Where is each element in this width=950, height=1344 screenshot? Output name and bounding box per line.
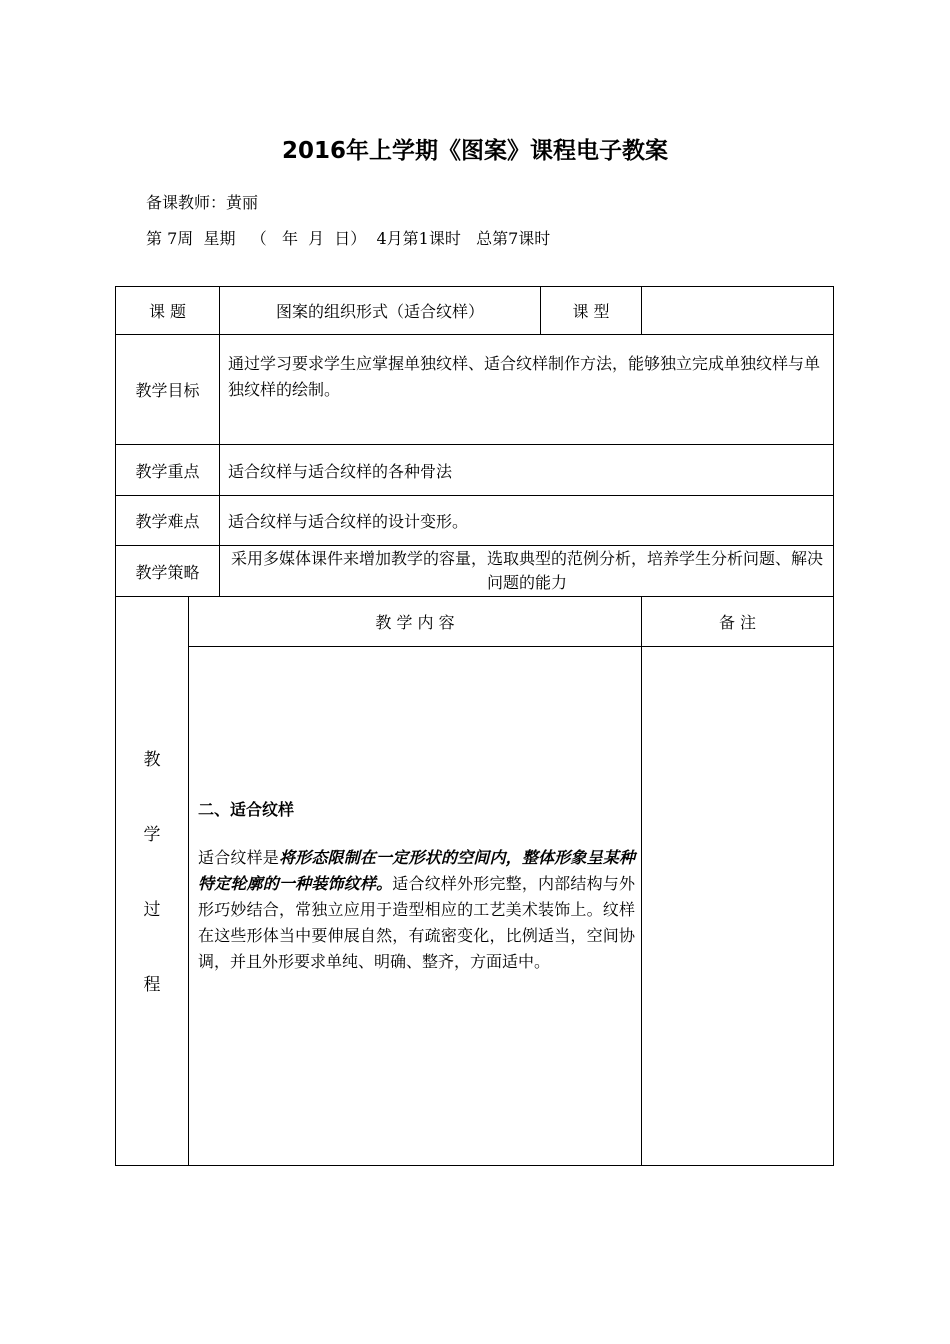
table-border-right — [833, 286, 834, 1166]
goal-label: 教学目标 — [135, 381, 200, 400]
schedule-line: 第 7周 星期 （ 年 月 日） 4月第1课时 总第7课时 — [146, 229, 551, 248]
process-label-char: 教 — [143, 750, 161, 770]
type-label: 课 型 — [572, 302, 610, 321]
table-rule — [188, 596, 189, 1166]
strategy-label: 教学策略 — [135, 562, 200, 582]
section-heading: 二、适合纹样 — [198, 800, 295, 819]
topic-label: 课 题 — [148, 302, 187, 321]
strategy-text: 采用多媒体课件来增加教学的容量，选取典型的范例分析，培养学生分析问题、解决问题的能力 — [230, 549, 823, 592]
document-title: 2016年上学期《图案》课程电子教案 — [281, 138, 668, 164]
table-border-bottom — [115, 1165, 834, 1166]
difficulty-label: 教学难点 — [135, 512, 200, 531]
table-rule — [115, 334, 834, 335]
difficulty-text: 适合纹样与适合纹样的设计变形。 — [228, 512, 469, 531]
process-label-char: 过 — [143, 900, 161, 920]
para-emphasis: 将形态限制在一定形状的空间内，整体形象呈某种特定轮廓的一种装饰纹样。 — [198, 848, 635, 893]
process-label-char: 程 — [143, 975, 161, 995]
goal-text: 通过学习要求学生应掌握单独纹样、适合纹样制作方法，能够独立完成单独纹样与单独纹样的绘制。 — [228, 354, 821, 399]
key-label: 教学重点 — [135, 461, 200, 481]
process-label-char: 学 — [143, 825, 161, 845]
content-paragraph — [198, 845, 635, 975]
notes-header: 备 注 — [718, 613, 757, 632]
notes-value — [642, 647, 833, 1165]
content-header: 教 学 内 容 — [375, 613, 455, 632]
para-rest: 适合纹样外形完整，内部结构与外形巧妙结合，常独立应用于造型相应的工艺美术装饰上。纹样在这些形体当中要伸展自然，有疏密变化，比例适当，空间协调，并且外形要求单纯、明确、整齐，方面适中。 — [198, 874, 635, 971]
teacher-line: 备课教师：黄丽 — [146, 193, 259, 212]
para-lead: 适合纹样是 — [198, 848, 279, 867]
topic-value: 图案的组织形式（适合纹样） — [275, 302, 484, 321]
key-text: 适合纹样与适合纹样的各种骨法 — [228, 461, 453, 481]
type-value — [642, 287, 833, 334]
